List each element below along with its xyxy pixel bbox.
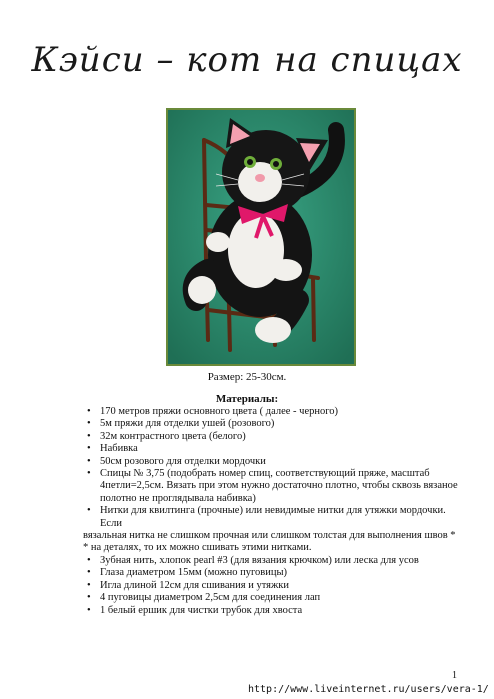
list-item: • 32м контрастного цвета (белого) bbox=[83, 431, 463, 443]
list-item: • 4 пуговицы диаметром 2,5см для соединения лап bbox=[83, 592, 463, 604]
materials-paragraph: вязальная нитка не слишком прочная или слишком толстая для выполнения швов * * на деталях, то их можно сшивать этими нитками. bbox=[83, 530, 456, 554]
list-item: • Набивка bbox=[83, 443, 463, 455]
page-number: 1 bbox=[452, 670, 457, 681]
list-item: • 5м пряжи для отделки ушей (розового) bbox=[83, 418, 463, 430]
knitted-cat-icon bbox=[168, 110, 354, 364]
size-caption: Размер: 25-30см. bbox=[207, 371, 287, 383]
cat-photo bbox=[166, 108, 356, 366]
list-item: • Глаза диаметром 15мм (можно пуговицы) bbox=[83, 567, 463, 579]
list-item: • Зубная нить, хлопок pearl #3 (для вязания крючком) или леска для усов bbox=[83, 555, 463, 567]
list-item: • 170 метров пряжи основного цвета ( далее - черного) bbox=[83, 406, 463, 418]
list-item: • Нитки для квилтинга (прочные) или невидимые нитки для утяжки мордочки. Если bbox=[83, 505, 463, 530]
page-title: Кэйси – кот на спицах bbox=[31, 40, 463, 80]
materials-heading: Материалы: bbox=[215, 393, 279, 405]
list-item: • Игла длиной 12см для сшивания и утяжки bbox=[83, 580, 463, 592]
list-item: • 50см розового для отделки мордочки bbox=[83, 456, 463, 468]
list-item: • Спицы № 3,75 (подобрать номер спиц, соответствующий пряже, масштаб 4петли=2,5см. Вязать при этом нужно достаточно плотно, чтобы сквозь вязаное полотно не проглядывала набивка) bbox=[83, 468, 463, 505]
source-url: http://www.liveinternet.ru/users/vera-1/ bbox=[248, 684, 489, 695]
list-item: • 1 белый ершик для чистки трубок для хвоста bbox=[83, 605, 463, 617]
materials-list bbox=[83, 406, 463, 617]
